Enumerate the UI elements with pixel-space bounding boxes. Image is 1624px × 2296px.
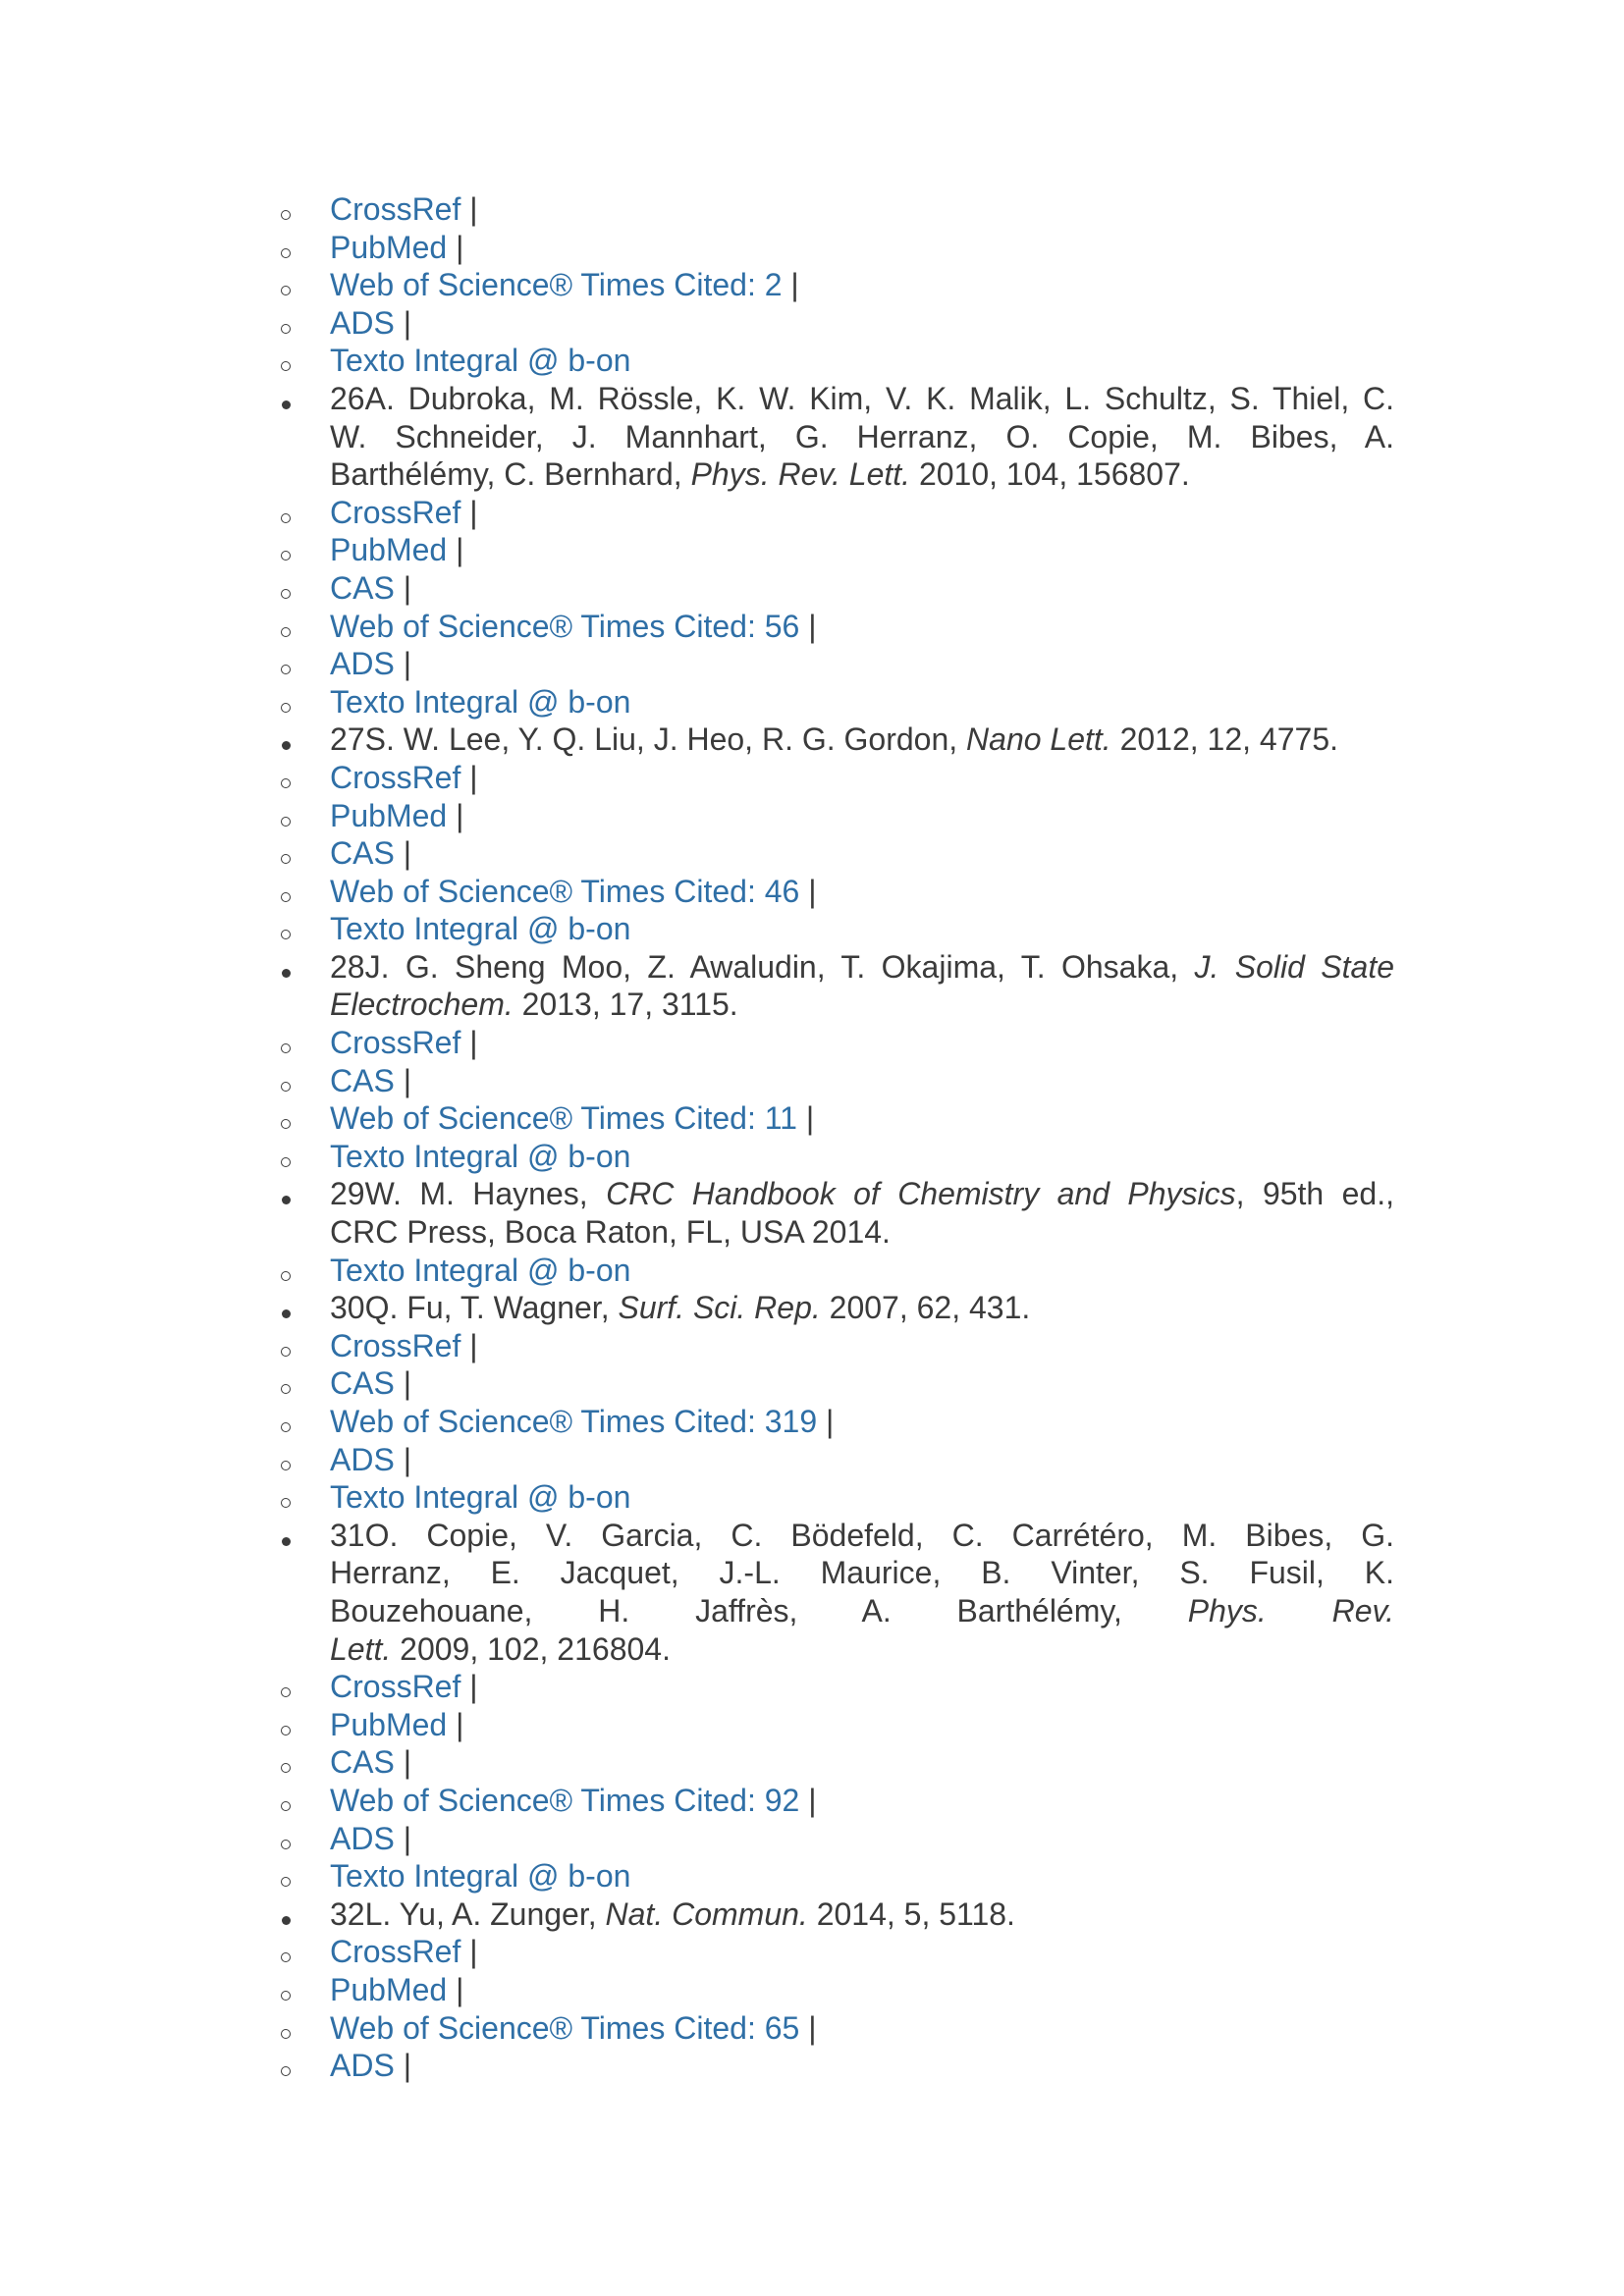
hollow-bullet-icon [275, 1743, 330, 1782]
link-row [275, 834, 1394, 873]
reference-text-line [330, 1630, 1394, 1669]
hollow-bullet-icon [275, 531, 330, 569]
hollow-bullet-icon [275, 683, 330, 721]
link-separator: | [447, 532, 464, 568]
link-row [275, 797, 1394, 835]
link-separator: | [394, 1744, 411, 1781]
hollow-bullet-icon [275, 569, 330, 608]
reference-entry [275, 1175, 1394, 1251]
reference-text-line [330, 1213, 1394, 1252]
reference-link[interactable]: Web of Science® Times Cited: 319 [330, 1404, 818, 1439]
link-separator: | [817, 1404, 835, 1439]
reference-text-line [330, 455, 1394, 494]
link-row [275, 1706, 1394, 1744]
reference-link[interactable]: Web of Science® Times Cited: 56 [330, 608, 800, 644]
hollow-bullet-icon [275, 1403, 330, 1441]
link-row [275, 1820, 1394, 1858]
hollow-bullet-icon [275, 1327, 330, 1365]
hollow-bullet-icon [275, 266, 330, 304]
hollow-bullet-icon [275, 834, 330, 873]
reference-link[interactable]: PubMed [330, 1706, 448, 1742]
reference-link[interactable]: Texto Integral @ b-on [330, 1858, 631, 1895]
link-separator: | [460, 1025, 478, 1061]
hollow-bullet-icon [275, 1933, 330, 1971]
link-separator: | [799, 608, 817, 644]
hollow-bullet-icon [275, 1024, 330, 1062]
reference-text: 2013, 17, 3115. [513, 987, 738, 1023]
journal-name: J. Solid State [1194, 948, 1394, 985]
link-row [275, 608, 1394, 646]
reference-text: 2010, 104, 156807. [910, 456, 1190, 493]
reference-text-line [330, 1289, 1394, 1327]
reference-link[interactable]: PubMed [330, 1971, 448, 2007]
hollow-bullet-icon [275, 1478, 330, 1517]
reference-text: 2009, 102, 216804. [391, 1630, 671, 1667]
reference-link[interactable]: ADS [330, 304, 395, 341]
hollow-bullet-icon [275, 2047, 330, 2085]
link-row [275, 645, 1394, 683]
reference-link[interactable]: PubMed [330, 797, 448, 833]
reference-link[interactable]: CAS [330, 1365, 395, 1402]
hollow-bullet-icon [275, 759, 330, 797]
reference-entry [275, 721, 1394, 759]
link-row [275, 873, 1394, 911]
reference-link[interactable]: CrossRef [330, 494, 461, 530]
link-separator: | [447, 1971, 464, 2007]
link-row [275, 342, 1394, 380]
link-separator: | [447, 797, 464, 833]
link-separator: | [460, 191, 478, 227]
link-separator: | [799, 873, 817, 909]
reference-link[interactable]: CrossRef [330, 759, 461, 795]
link-row [275, 1062, 1394, 1100]
reference-text-line [330, 1896, 1394, 1934]
link-row [275, 1364, 1394, 1403]
reference-entry [275, 1896, 1394, 1934]
link-separator: | [460, 1934, 478, 1970]
journal-name: Nano Lett. [966, 721, 1111, 758]
link-row [275, 2009, 1394, 2048]
hollow-bullet-icon [275, 645, 330, 683]
link-separator: | [394, 304, 411, 341]
link-row [275, 1668, 1394, 1706]
hollow-bullet-icon [275, 608, 330, 646]
link-row [275, 1441, 1394, 1479]
reference-text-line [330, 380, 1394, 418]
hollow-bullet-icon [275, 1971, 330, 2009]
hollow-bullet-icon [275, 342, 330, 380]
reference-link[interactable]: CrossRef [330, 1669, 461, 1705]
reference-link[interactable]: Web of Science® Times Cited: 2 [330, 267, 783, 303]
link-separator: | [447, 229, 464, 265]
reference-text: 2007, 62, 431. [820, 1290, 1031, 1326]
reference-link[interactable]: CrossRef [330, 1327, 461, 1363]
reference-entry [275, 1289, 1394, 1327]
link-row [275, 1024, 1394, 1062]
link-separator: | [394, 569, 411, 606]
link-row [275, 1138, 1394, 1176]
reference-link[interactable]: Texto Integral @ b-on [330, 1479, 631, 1516]
link-row [275, 1971, 1394, 2009]
filled-bullet-icon [275, 380, 330, 418]
reference-text: 2014, 5, 5118. [807, 1896, 1015, 1932]
journal-name: Nat. Commun. [605, 1896, 808, 1932]
link-separator: | [796, 1100, 815, 1137]
link-separator: | [460, 494, 478, 530]
journal-name: Electrochem. [330, 987, 514, 1023]
reference-text-line [330, 986, 1394, 1024]
link-separator: | [782, 267, 799, 303]
link-separator: | [799, 2009, 817, 2046]
link-row [275, 1857, 1394, 1896]
reference-link[interactable]: ADS [330, 2048, 395, 2084]
hollow-bullet-icon [275, 1820, 330, 1858]
journal-name: Surf. Sci. Rep. [618, 1290, 821, 1326]
reference-text: 28J. G. Sheng Moo, Z. Awaludin, T. Okajima, T. Ohsaka, [330, 948, 1195, 985]
link-row [275, 569, 1394, 608]
link-row [275, 2047, 1394, 2085]
hollow-bullet-icon [275, 1668, 330, 1706]
reference-text-line [330, 1175, 1394, 1213]
reference-entry [275, 380, 1394, 494]
reference-link[interactable]: CrossRef [330, 1025, 461, 1061]
link-row [275, 683, 1394, 721]
link-row [275, 229, 1394, 267]
link-separator: | [447, 1706, 464, 1742]
link-separator: | [394, 1441, 411, 1477]
reference-text-line [330, 1592, 1394, 1630]
link-row [275, 304, 1394, 343]
reference-link[interactable]: Texto Integral @ b-on [330, 1138, 631, 1174]
reference-link[interactable]: Web of Science® Times Cited: 65 [330, 2009, 800, 2046]
link-row [275, 1933, 1394, 1971]
reference-link[interactable]: CrossRef [330, 1934, 461, 1970]
reference-text: Barthélémy, C. Bernhard, [330, 456, 691, 493]
link-separator: | [460, 1669, 478, 1705]
hollow-bullet-icon [275, 1364, 330, 1403]
reference-text: 32L. Yu, A. Zunger, [330, 1896, 606, 1932]
reference-link[interactable]: Texto Integral @ b-on [330, 683, 631, 720]
reference-entry [275, 948, 1394, 1024]
reference-link[interactable]: Web of Science® Times Cited: 92 [330, 1782, 800, 1818]
reference-link[interactable]: Web of Science® Times Cited: 46 [330, 873, 800, 909]
reference-text: Bouzehouane, H. Jaffrès, A. Barthélémy, [330, 1592, 1188, 1629]
hollow-bullet-icon [275, 1062, 330, 1100]
reference-text: 27S. W. Lee, Y. Q. Liu, J. Heo, R. G. Gordon, [330, 721, 967, 758]
hollow-bullet-icon [275, 229, 330, 267]
reference-text-line [330, 1554, 1394, 1592]
reference-link[interactable]: Texto Integral @ b-on [330, 343, 631, 379]
filled-bullet-icon [275, 1175, 330, 1213]
reference-link[interactable]: Texto Integral @ b-on [330, 1252, 631, 1288]
reference-text: 2012, 12, 4775. [1110, 721, 1338, 758]
link-separator: | [460, 1327, 478, 1363]
link-row [275, 190, 1394, 229]
reference-link[interactable]: PubMed [330, 229, 448, 265]
journal-name: Lett. [330, 1630, 392, 1667]
hollow-bullet-icon [275, 1252, 330, 1290]
reference-link[interactable]: CAS [330, 569, 395, 606]
filled-bullet-icon [275, 1896, 330, 1934]
reference-entry [275, 1517, 1394, 1668]
link-row [275, 1099, 1394, 1138]
reference-link[interactable]: ADS [330, 1820, 395, 1856]
link-row [275, 759, 1394, 797]
hollow-bullet-icon [275, 494, 330, 532]
reference-link[interactable]: CAS [330, 1062, 395, 1098]
link-row [275, 1782, 1394, 1820]
link-separator: | [799, 1782, 817, 1818]
hollow-bullet-icon [275, 1138, 330, 1176]
hollow-bullet-icon [275, 797, 330, 835]
reference-text: 30Q. Fu, T. Wagner, [330, 1290, 619, 1326]
reference-text: W. Schneider, J. Mannhart, G. Herranz, O. Copie, M. Bibes, A. [330, 418, 1394, 454]
hollow-bullet-icon [275, 1099, 330, 1138]
hollow-bullet-icon [275, 1706, 330, 1744]
journal-name: Phys. Rev. Lett. [690, 456, 911, 493]
link-separator: | [394, 2048, 411, 2084]
filled-bullet-icon [275, 948, 330, 987]
hollow-bullet-icon [275, 1441, 330, 1479]
journal-name: CRC Handbook of Chemistry and Physics [606, 1176, 1236, 1212]
reference-link[interactable]: PubMed [330, 532, 448, 568]
link-row [275, 266, 1394, 304]
reference-text-line [330, 721, 1394, 759]
link-separator: | [394, 646, 411, 682]
link-separator: | [460, 759, 478, 795]
link-row [275, 1478, 1394, 1517]
hollow-bullet-icon [275, 1857, 330, 1896]
reference-text: , 95th ed., [1235, 1176, 1395, 1212]
link-separator: | [394, 1820, 411, 1856]
reference-link[interactable]: CAS [330, 1744, 395, 1781]
reference-text: Herranz, E. Jacquet, J.-L. Maurice, B. Vinter, S. Fusil, K. [330, 1555, 1394, 1591]
link-row [275, 1403, 1394, 1441]
link-row [275, 494, 1394, 532]
link-row [275, 910, 1394, 948]
reference-link[interactable]: CrossRef [330, 191, 461, 227]
reference-list [275, 190, 1394, 2085]
filled-bullet-icon [275, 721, 330, 759]
reference-text: 31O. Copie, V. Garcia, C. Bödefeld, C. Carrétéro, M. Bibes, G. [330, 1517, 1394, 1553]
journal-name: Phys. Rev. [1187, 1592, 1394, 1629]
link-separator: | [394, 835, 411, 872]
hollow-bullet-icon [275, 1782, 330, 1820]
link-row [275, 1743, 1394, 1782]
link-row [275, 1252, 1394, 1290]
reference-text: 26A. Dubroka, M. Rössle, K. W. Kim, V. K. Malik, L. Schultz, S. Thiel, C. [330, 380, 1394, 416]
filled-bullet-icon [275, 1289, 330, 1327]
reference-link[interactable]: CAS [330, 835, 395, 872]
hollow-bullet-icon [275, 190, 330, 229]
link-separator: | [394, 1062, 411, 1098]
link-row [275, 531, 1394, 569]
reference-text-line [330, 948, 1394, 987]
reference-link[interactable]: ADS [330, 1441, 395, 1477]
hollow-bullet-icon [275, 873, 330, 911]
hollow-bullet-icon [275, 910, 330, 948]
hollow-bullet-icon [275, 304, 330, 343]
reference-text: 29W. M. Haynes, [330, 1176, 607, 1212]
link-separator: | [394, 1365, 411, 1402]
reference-text: CRC Press, Boca Raton, FL, USA 2014. [330, 1214, 891, 1251]
reference-link[interactable]: Texto Integral @ b-on [330, 911, 631, 947]
reference-link[interactable]: Web of Science® Times Cited: 11 [330, 1100, 797, 1137]
link-row [275, 1327, 1394, 1365]
reference-text-line [330, 418, 1394, 456]
reference-link[interactable]: ADS [330, 646, 395, 682]
hollow-bullet-icon [275, 2009, 330, 2048]
reference-text-line [330, 1517, 1394, 1555]
filled-bullet-icon [275, 1517, 330, 1555]
